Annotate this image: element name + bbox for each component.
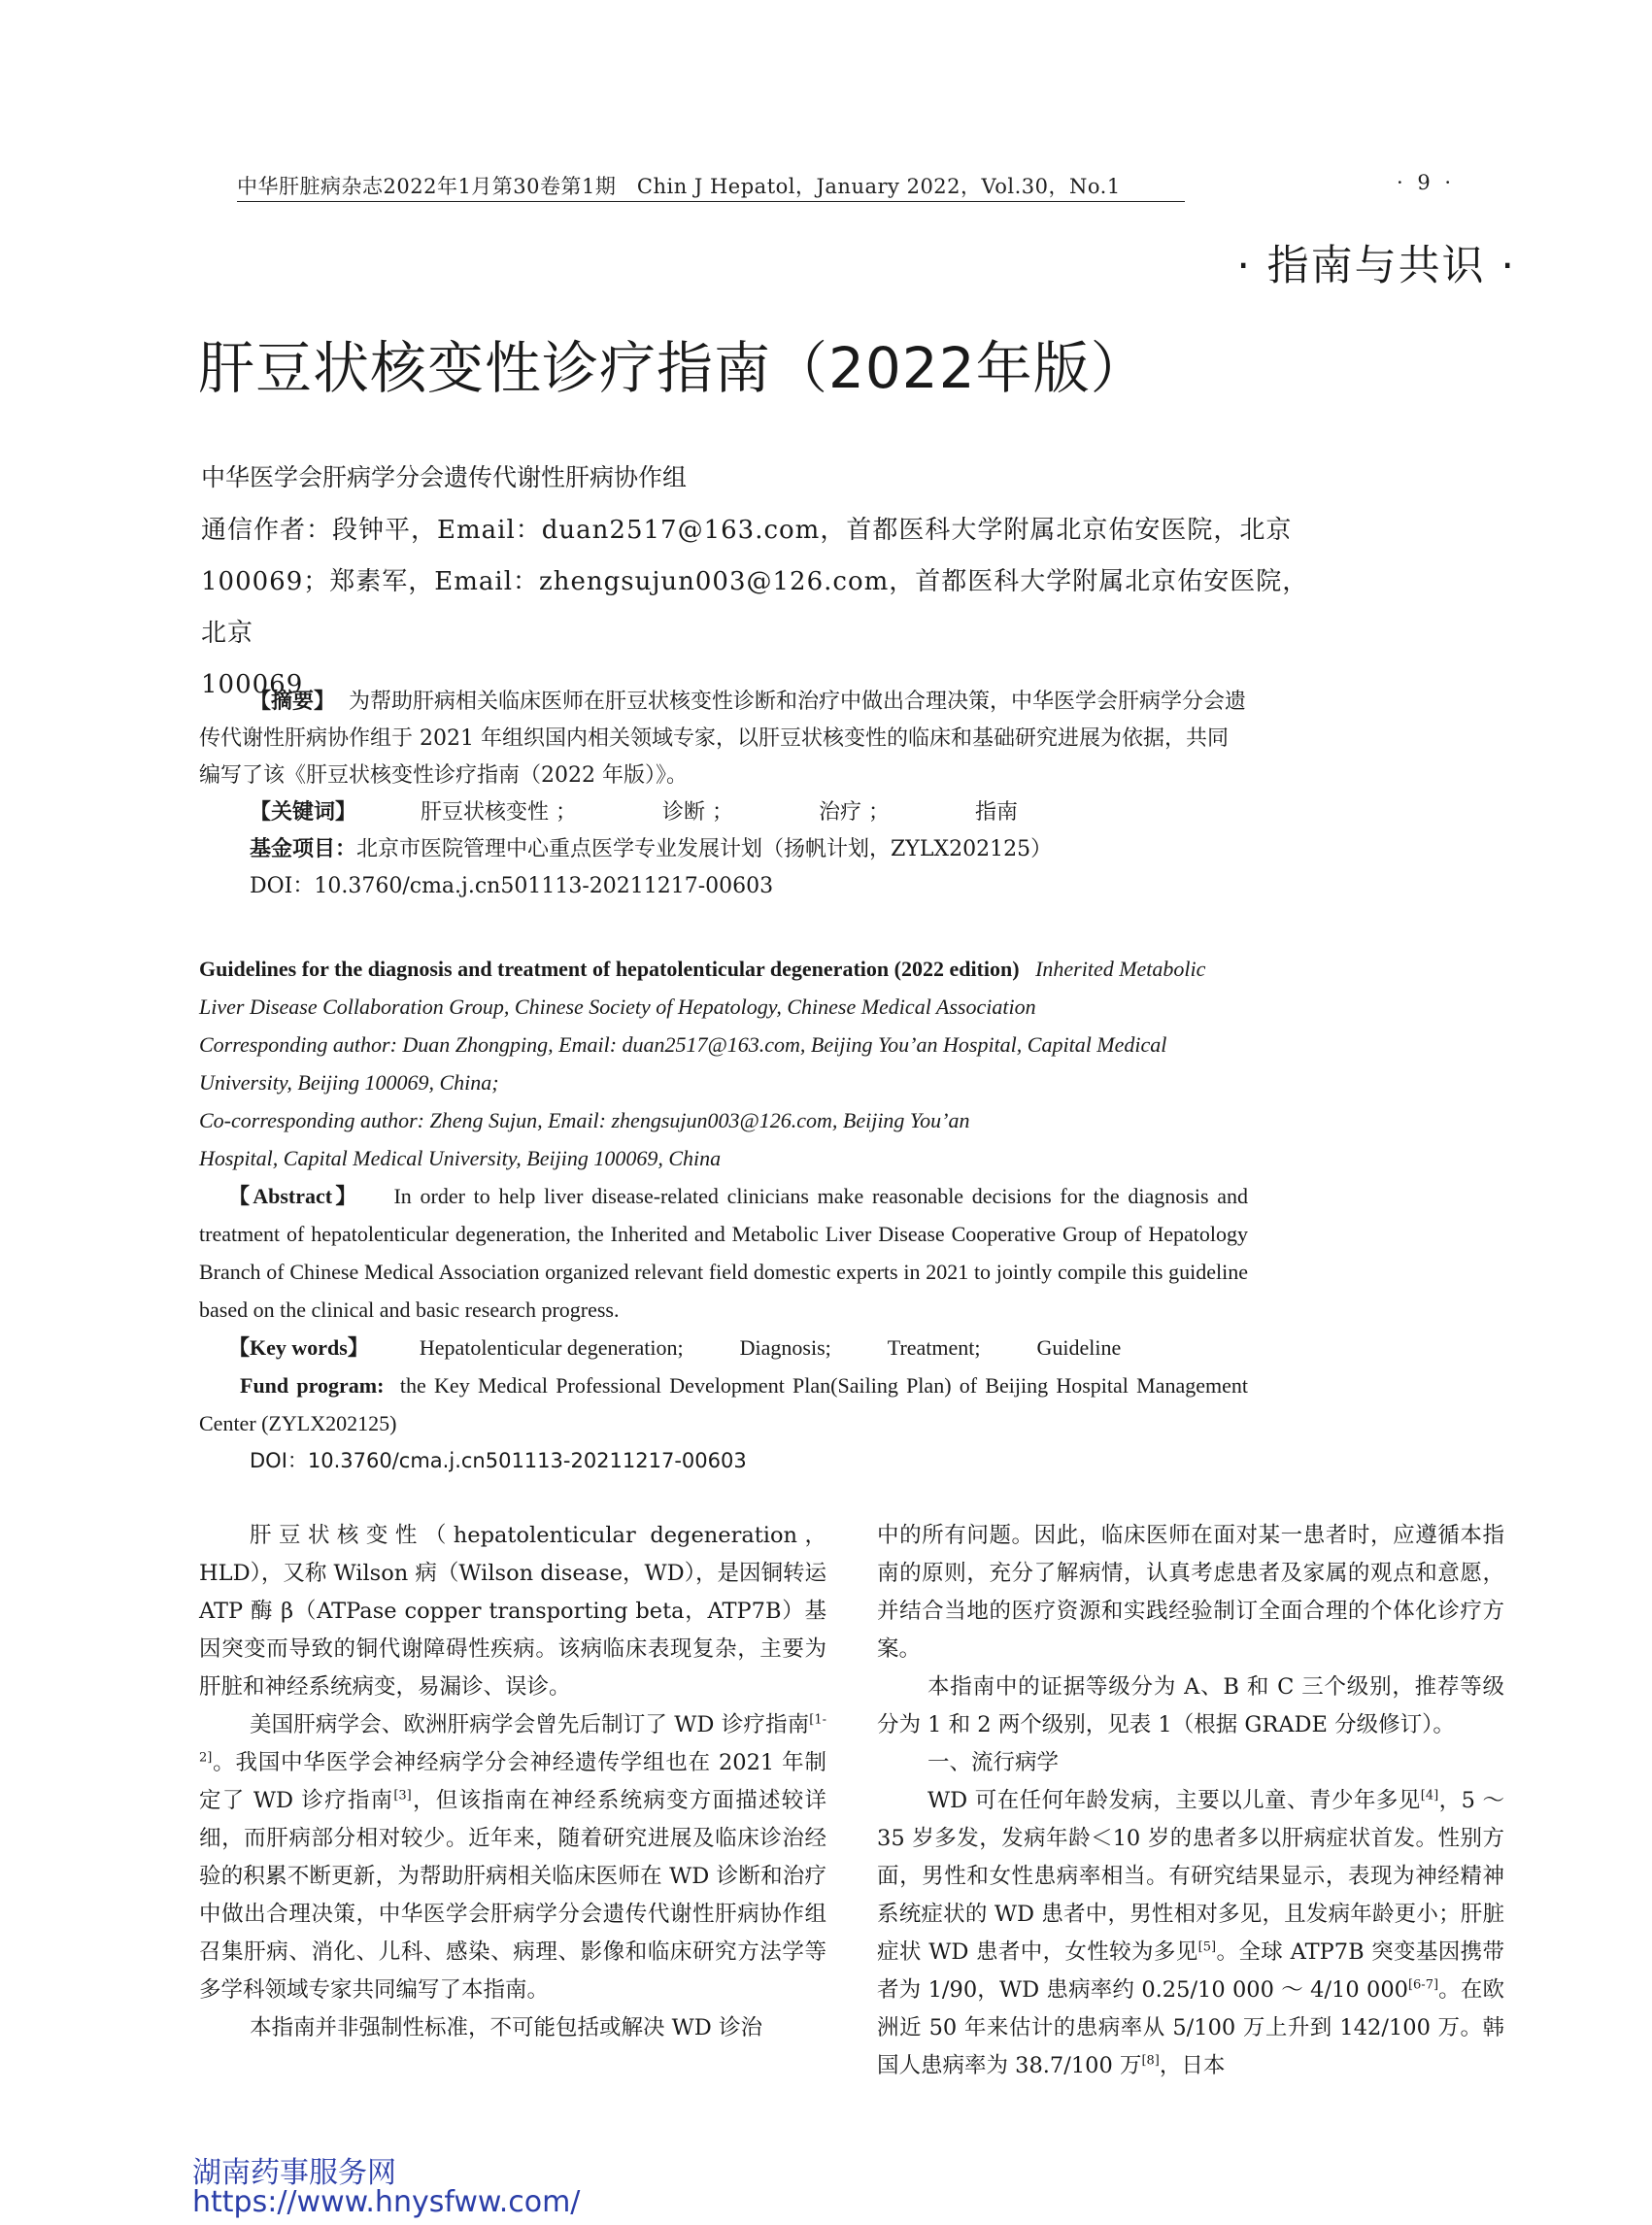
chinese-abstract — [199, 684, 1248, 905]
keywords-line — [199, 794, 1248, 831]
keywords-label: 【关键词】 — [250, 800, 357, 825]
abstract-label: 【摘要】 — [250, 690, 336, 714]
english-title-line — [199, 950, 1248, 1026]
body-text: ，日本 — [1159, 2053, 1226, 2078]
body-text: 。在欧洲近 50 年来估计的患病率从 5/100 万上升到 142/100 万。韩国人患病率为 38.7/100 万 — [877, 1977, 1504, 2078]
body-text: ，5 ～ 35 岁多发，发病年龄＜10 岁的患者多以肝病症状首发。性别方面，男性和女性患病率相当。有研究结果显示，表现为神经精神系统症状的 WD 患者中，男性相对多见，且发病年龄更小；肝脏症状 WD 患者中，女性较为多见 — [877, 1788, 1505, 1965]
page-number: · 9 · — [1397, 171, 1456, 194]
abstract-text: 为帮助肝病相关临床医师在肝豆状核变性诊断和治疗中做出合理决策，中华医学会肝病学分会遗传代谢性肝病协作组于 2021 年组织国内相关领域专家，以肝豆状核变性的临床和基础研究进展为依据，共同编写了该《肝豆状核变性诊疗指南（2022 年版）》。 — [199, 690, 1247, 788]
fund-line — [199, 831, 1248, 868]
fund-label: 基金项目： — [250, 837, 357, 861]
body-text: ，但该指南在神经系统病变方面描述较详细，而肝病部分相对较少。近年来，随着研究进展及临床诊治经验的积累不断更新，为帮助肝病相关临床医师在 WD 诊断和治疗中做出合理决策，中华医学会肝病学分会遗传代谢性肝病协作组召集肝病、消化、儿科、感染、病理、影像和临床研究方法学等多学科领域专家共同编写了本指南。 — [199, 1788, 826, 2003]
author-group: 中华医学会肝病学分会遗传代谢性肝病协作组 — [201, 463, 688, 491]
body-paragraph — [199, 1706, 826, 2009]
english-abstract-text: In order to help liver disease-related clinicians make reasonable decisions for the diagnosis and treatment of hepatolenticular degeneration, the Inherited and Metabolic Liver Disease Cooperative Group of Hepatology Branch of Chinese Medical Association organized relevant field domestic experts in 2021 to jointly compile this guideline based on the clinical and basic research progress. — [199, 1184, 1248, 1322]
body-paragraph: 本指南并非强制性标准，不可能包括或解决 WD 诊治 — [250, 2015, 762, 2040]
english-keyword: Guideline — [1036, 1335, 1122, 1360]
citation: [4] — [1420, 1788, 1439, 1804]
english-keyword: Treatment; — [887, 1335, 981, 1360]
body-text: 。全球 ATP7B 突变基因携带者为 1/90，WD 患病率约 0.25/10 000 ～ 4/10 000 — [877, 1939, 1504, 2003]
body-paragraph — [877, 1782, 1504, 2085]
keyword: 肝豆状核变性 ； — [421, 800, 578, 825]
citation: [1-2] — [199, 1712, 826, 1766]
body-column-left — [199, 1517, 826, 2047]
body-text: 美国肝病学会、欧洲肝病学会曾先后制订了 WD 诊疗指南 — [250, 1712, 810, 1737]
citation: [6-7] — [1407, 1977, 1439, 1993]
english-abstract — [199, 950, 1248, 1480]
body-text: 。我国中华医学会神经病学分会神经遗传学组也在 2021 年制定了 WD 诊疗指南 — [199, 1750, 826, 1813]
section-heading: 一、流行病学 — [927, 1750, 1060, 1775]
header-rule — [237, 201, 1185, 202]
abstract-paragraph — [199, 684, 1248, 794]
english-corresponding-1: Corresponding author: Duan Zhongping, Email: duan2517@163.com, Beijing You’an Hospital, Capital Medical University, Beijing 100069, China; — [199, 1032, 1167, 1095]
english-abstract-paragraph — [199, 1177, 1248, 1329]
english-fund-label: Fund program: — [240, 1373, 385, 1398]
watermark-url[interactable]: https://www.hnysfww.com/ — [192, 2185, 581, 2219]
body-text: WD 可在任何年龄发病，主要以儿童、青少年多见 — [927, 1788, 1421, 1813]
watermark-name: 湖南药事服务网 — [192, 2156, 396, 2190]
citation: [3] — [393, 1788, 412, 1804]
keyword: 治疗 ； — [819, 800, 891, 825]
doi-line: DOI：10.3760/cma.j.cn501113-20211217-00603 — [250, 874, 774, 898]
corresponding-line-2: 100069；郑素军，Email：zhengsujun003@126.com，首都医科大学附属北京佑安医院，北京 — [201, 567, 1309, 648]
english-keyword: Hepatolenticular degeneration; — [419, 1335, 684, 1360]
corresponding-line-3: 100069 — [201, 670, 304, 699]
corresponding-line-1: 通信作者：段钟平，Email：duan2517@163.com，首都医科大学附属北京佑安医院，北京 — [201, 516, 1293, 545]
english-keyword: Diagnosis; — [739, 1335, 831, 1360]
english-title: Guidelines for the diagnosis and treatment of hepatolenticular degeneration (2022 edition) — [199, 957, 1020, 981]
journal-header: 中华肝脏病杂志2022年1月第30卷第1期 Chin J Hepatol，January 2022，Vol.30，No.1 — [237, 175, 1121, 198]
english-fund-line — [199, 1366, 1248, 1442]
body-column-right — [877, 1517, 1504, 2085]
english-group: Inherited Metabolic Liver Disease Collaboration Group, Chinese Society of Hepatology, Chinese Medical Association — [199, 957, 1206, 1019]
fund-text: 北京市医院管理中心重点医学专业发展计划（扬帆计划，ZYLX202125） — [356, 837, 1053, 861]
english-keywords-line — [199, 1329, 1248, 1366]
body-paragraph: 肝豆状核变性（hepatolenticular degeneration，HLD），又称 Wilson 病（Wilson disease，WD），是因铜转运 ATP 酶 β（ATPase copper transporting beta，ATP7B）基因突变而导致的铜代谢障碍性疾病。该病临床表现复杂，主要为肝脏和神经系统病变，易漏诊、误诊。 — [199, 1523, 826, 1700]
english-fund-text: the Key Medical Professional Development Plan(Sailing Plan) of Beijing Hospital Management Center (ZYLX202125) — [199, 1373, 1249, 1435]
keyword: 指南 — [975, 800, 1019, 825]
section-tag: · 指南与共识 · — [1236, 242, 1516, 290]
citation: [8] — [1141, 2053, 1160, 2069]
body-paragraph: 中的所有问题。因此，临床医师在面对某一患者时，应遵循本指南的原则，充分了解病情，认真考虑患者及家属的观点和意愿，并结合当地的医疗资源和实践经验制订全面合理的个体化诊疗方案。 — [877, 1523, 1504, 1662]
english-corresponding-2a: Co-corresponding author: Zheng Sujun, Email: zhengsujun003@126.com, Beijing You’an — [199, 1108, 970, 1132]
corresponding-authors — [201, 505, 1328, 711]
article-title: 肝豆状核变性诊疗指南（2022年版） — [198, 335, 1148, 401]
english-keywords-label: 【Key words】 — [228, 1335, 369, 1360]
english-abstract-label: 【Abstract】 — [228, 1184, 360, 1208]
body-paragraph: 本指南中的证据等级分为 A、B 和 C 三个级别，推荐等级分为 1 和 2 两个级别，见表 1（根据 GRADE 分级修订）。 — [877, 1674, 1504, 1737]
english-doi: DOI：10.3760/cma.j.cn501113-20211217-00603 — [250, 1449, 747, 1472]
citation: [5] — [1197, 1939, 1217, 1955]
english-corresponding-2b: Hospital, Capital Medical University, Beijing 100069, China — [199, 1146, 722, 1170]
keyword: 诊断 ； — [662, 800, 734, 825]
